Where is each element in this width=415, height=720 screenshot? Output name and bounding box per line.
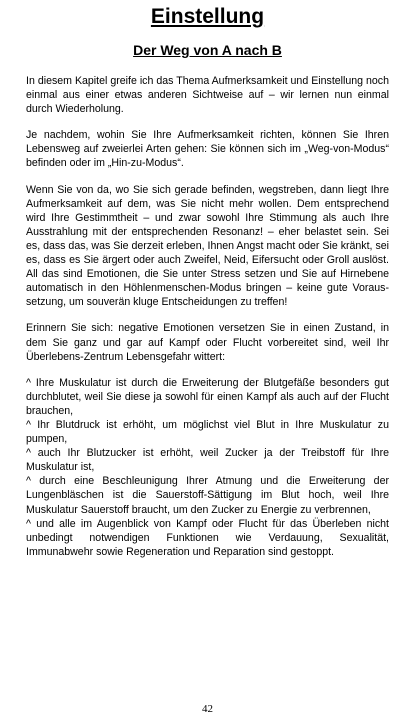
- paragraph-intro: In diesem Kapitel greife ich das Thema Aufmerksamkeit und Einstellung noch einmal aus einer etwas anderen Sichtweise auf – wir lernen nun einmal durch Wiederholung.: [26, 75, 389, 116]
- paragraph-modes: Je nachdem, wohin Sie Ihre Aufmerksamkeit richten, können Sie Ihren Lebensweg auf zweierlei Arten gehen: Sie können sich im „Weg-von-Modus“ befinden oder im „Hin-zu-Modus“.: [26, 129, 389, 170]
- list-item: ^ durch eine Beschleunigung Ihrer Atmung und die Erweiterung der Lungenbläschen ist die Sauerstoff-Sättigung im Blut hoch, weil Ihre Muskulatur Sauerstoff braucht, um den Zucker zu Energie zu verbrennen,: [26, 475, 389, 516]
- list-item: ^ und alle im Augenblick von Kampf oder Flucht für das Überleben nicht unbedingt notwendigen Funktionen wie Verdauung, Sexualität, Immunabwehr sowie Regeneration und Reparation sind gestoppt.: [26, 517, 389, 558]
- paragraph-emotions: Erinnern Sie sich: negative Emotionen versetzen Sie in einen Zustand, in dem Sie ganz und gar auf Kampf oder Flucht vorbereitet sind, weil Ihr Überlebens-Zentrum Lebensgefahr wittert:: [26, 322, 389, 363]
- page-number: 42: [202, 703, 213, 715]
- paragraph-weg-von: Wenn Sie von da, wo Sie sich gerade befinden, wegstreben, dann liegt Ihre Aufmerksamkeit auf dem, was Sie nicht mehr wollen. Dem entsprechend wird Ihre Gestimmtheit – und zwar sowohl Ihre Stimmung als auch Ihre Ausstrahlung mit der entsprechenden Resonanz! – eher belastet sein. Sei es, dass das, was Sie derzeit erleben, Ihnen Angst macht oder Sie kränkt, sei es, dass es Sie ärgert oder auch Zweifel, Neid, Eifersucht oder Groll auslöst. All das sind Emotionen, die Sie unter Stress setzen und Sie auf Hirnebene automatisch in den Höhlenmenschen-Modus bringen – keine gute Voraussetzung, um souverän kluge Entscheidungen zu treffen!: [26, 183, 389, 309]
- list-item: ^ auch Ihr Blutzucker ist erhöht, weil Zucker ja der Treibstoff für Ihre Muskulatur ist,: [26, 447, 389, 474]
- page-subtitle: Der Weg von A nach B: [133, 42, 282, 58]
- list-item: ^ Ihr Blutdruck ist erhöht, um möglichst viel Blut in Ihre Muskulatur zu pumpen,: [26, 418, 389, 446]
- stress-response-list: [26, 376, 389, 559]
- page-title: Einstellung: [150, 5, 265, 28]
- list-item: ^ Ihre Muskulatur ist durch die Erweiterung der Blutgefäße besonders gut durchblutet, weil Sie diese ja sowohl für einen Kampf als auch auf der Flucht brauchen,: [26, 376, 389, 417]
